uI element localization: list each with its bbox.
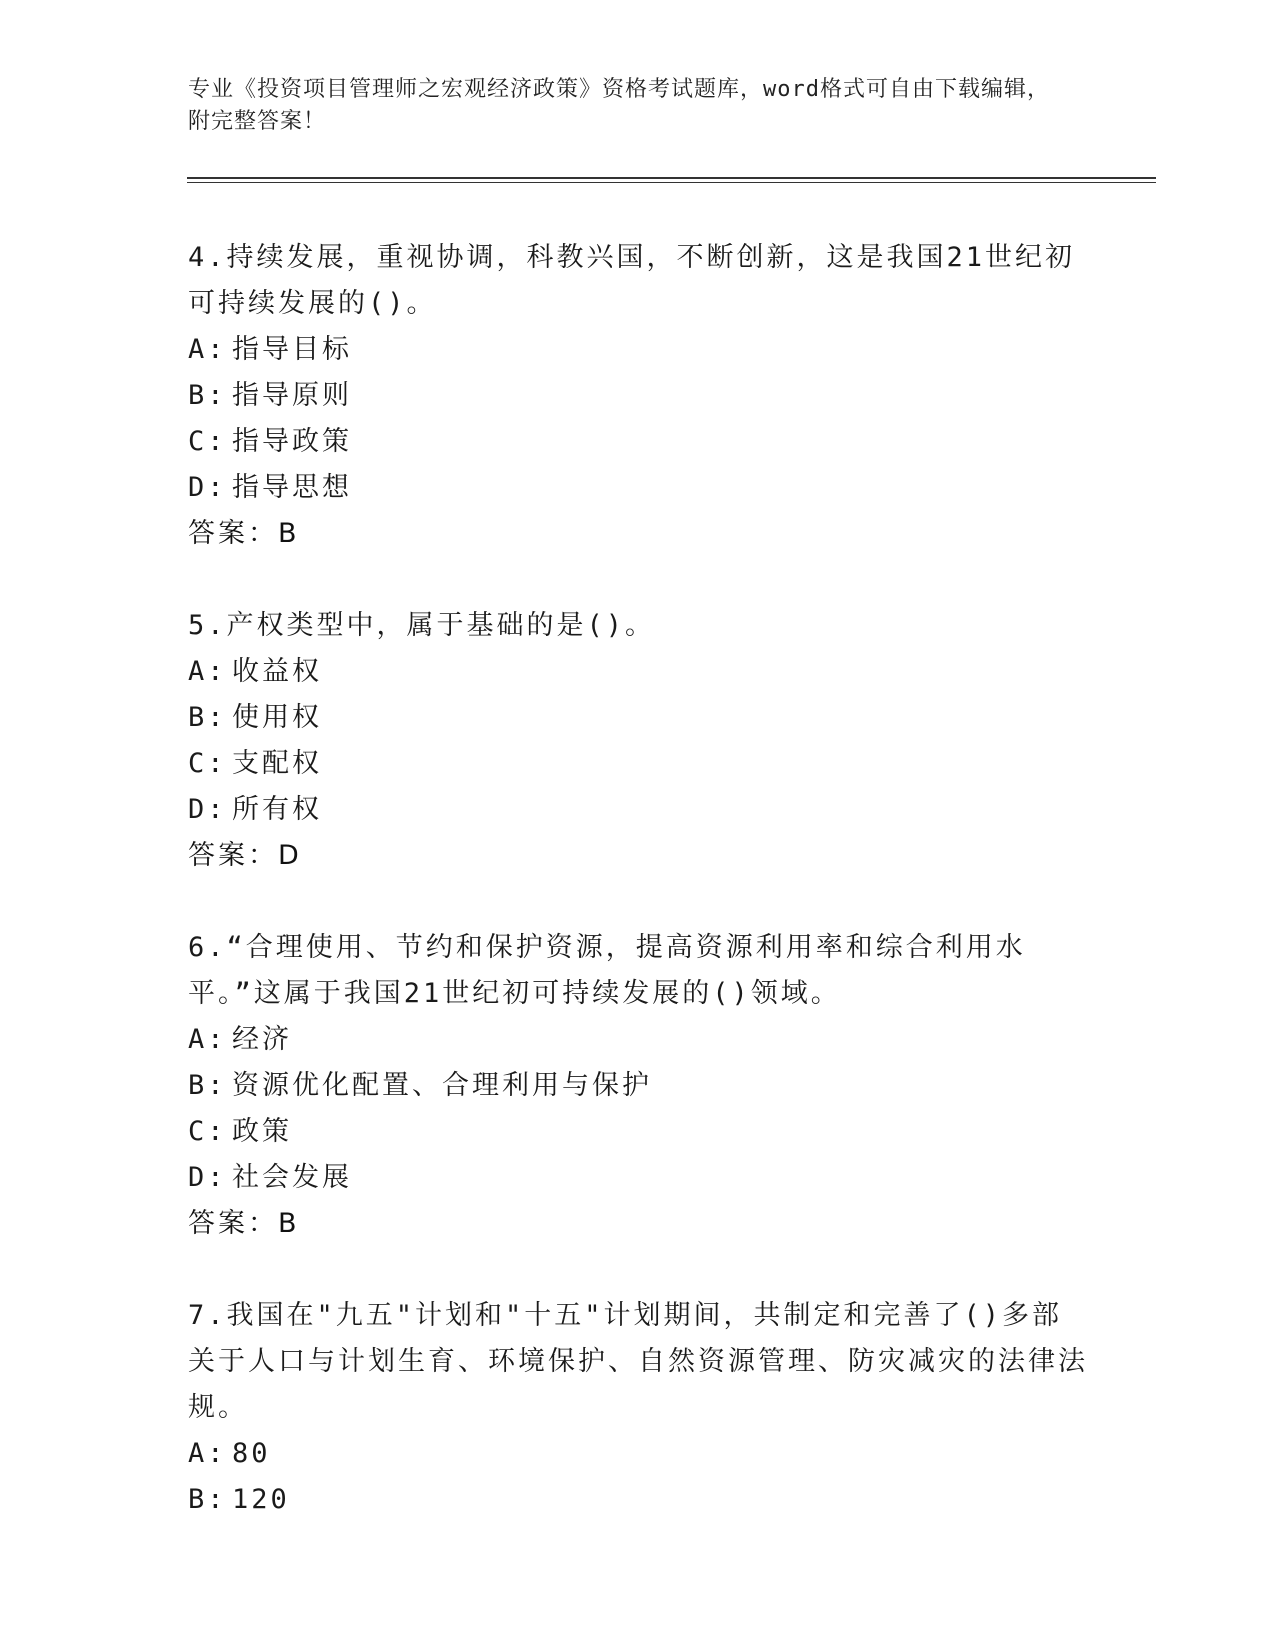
question-4: [188, 235, 1088, 557]
option-c: [188, 419, 1088, 465]
option-text: 指导目标: [232, 334, 352, 365]
option-text: 指导政策: [232, 426, 352, 457]
answer: 答案：D: [188, 840, 302, 871]
option-text: 80: [232, 1438, 271, 1469]
option-key: A:: [188, 1024, 227, 1055]
option-key: C:: [188, 426, 227, 457]
header-divider-thin: [187, 182, 1156, 183]
option-text: 资源优化配置、合理利用与保护: [232, 1070, 652, 1101]
option-key: A:: [188, 1438, 227, 1469]
option-b: [188, 373, 1088, 419]
option-key: C:: [188, 748, 227, 779]
question-7: [188, 1293, 1088, 1523]
option-d: [188, 465, 1088, 511]
option-text: 指导思想: [232, 472, 352, 503]
question-stem: 7.我国在"九五"计划和"十五"计划期间，共制定和完善了()多部关于人口与计划生育、环境保护、自然资源管理、防灾减灾的法律法规。: [188, 1300, 1088, 1423]
answer: 答案：B: [188, 1208, 300, 1239]
option-key: D:: [188, 794, 227, 825]
question-stem: 5.产权类型中，属于基础的是()。: [188, 610, 656, 641]
option-key: B:: [188, 702, 227, 733]
option-a: [188, 327, 1088, 373]
option-key: B:: [188, 1484, 227, 1515]
option-text: 指导原则: [232, 380, 352, 411]
option-a: [188, 649, 1088, 695]
option-key: A:: [188, 656, 227, 687]
option-text: 120: [232, 1484, 290, 1515]
question-6: [188, 925, 1088, 1247]
option-text: 支配权: [232, 748, 322, 779]
option-text: 政策: [232, 1116, 292, 1147]
document-header: 专业《投资项目管理师之宏观经济政策》资格考试题库，word格式可自由下载编辑，附完整答案！: [188, 77, 1050, 134]
option-text: 使用权: [232, 702, 322, 733]
option-b: [188, 695, 1088, 741]
option-key: C:: [188, 1116, 227, 1147]
option-text: 所有权: [232, 794, 322, 825]
option-text: 社会发展: [232, 1162, 352, 1193]
header-divider-thick: [187, 177, 1156, 179]
answer: 答案：B: [188, 518, 300, 549]
option-b: [188, 1477, 1088, 1523]
option-text: 经济: [232, 1024, 292, 1055]
question-stem: 4.持续发展，重视协调，科教兴国，不断创新，这是我国21世纪初可持续发展的()。: [188, 242, 1076, 319]
option-a: [188, 1431, 1088, 1477]
option-key: D:: [188, 472, 227, 503]
option-a: [188, 1017, 1088, 1063]
option-key: B:: [188, 1070, 227, 1101]
option-d: [188, 1155, 1088, 1201]
question-stem: 6.“合理使用、节约和保护资源，提高资源利用率和综合利用水平。”这属于我国21世纪初可持续发展的()领域。: [188, 932, 1026, 1009]
option-b: [188, 1063, 1088, 1109]
option-d: [188, 787, 1088, 833]
option-key: D:: [188, 1162, 227, 1193]
option-c: [188, 1109, 1088, 1155]
option-c: [188, 741, 1088, 787]
option-key: A:: [188, 334, 227, 365]
option-text: 收益权: [232, 656, 322, 687]
option-key: B:: [188, 380, 227, 411]
question-5: [188, 603, 1088, 879]
